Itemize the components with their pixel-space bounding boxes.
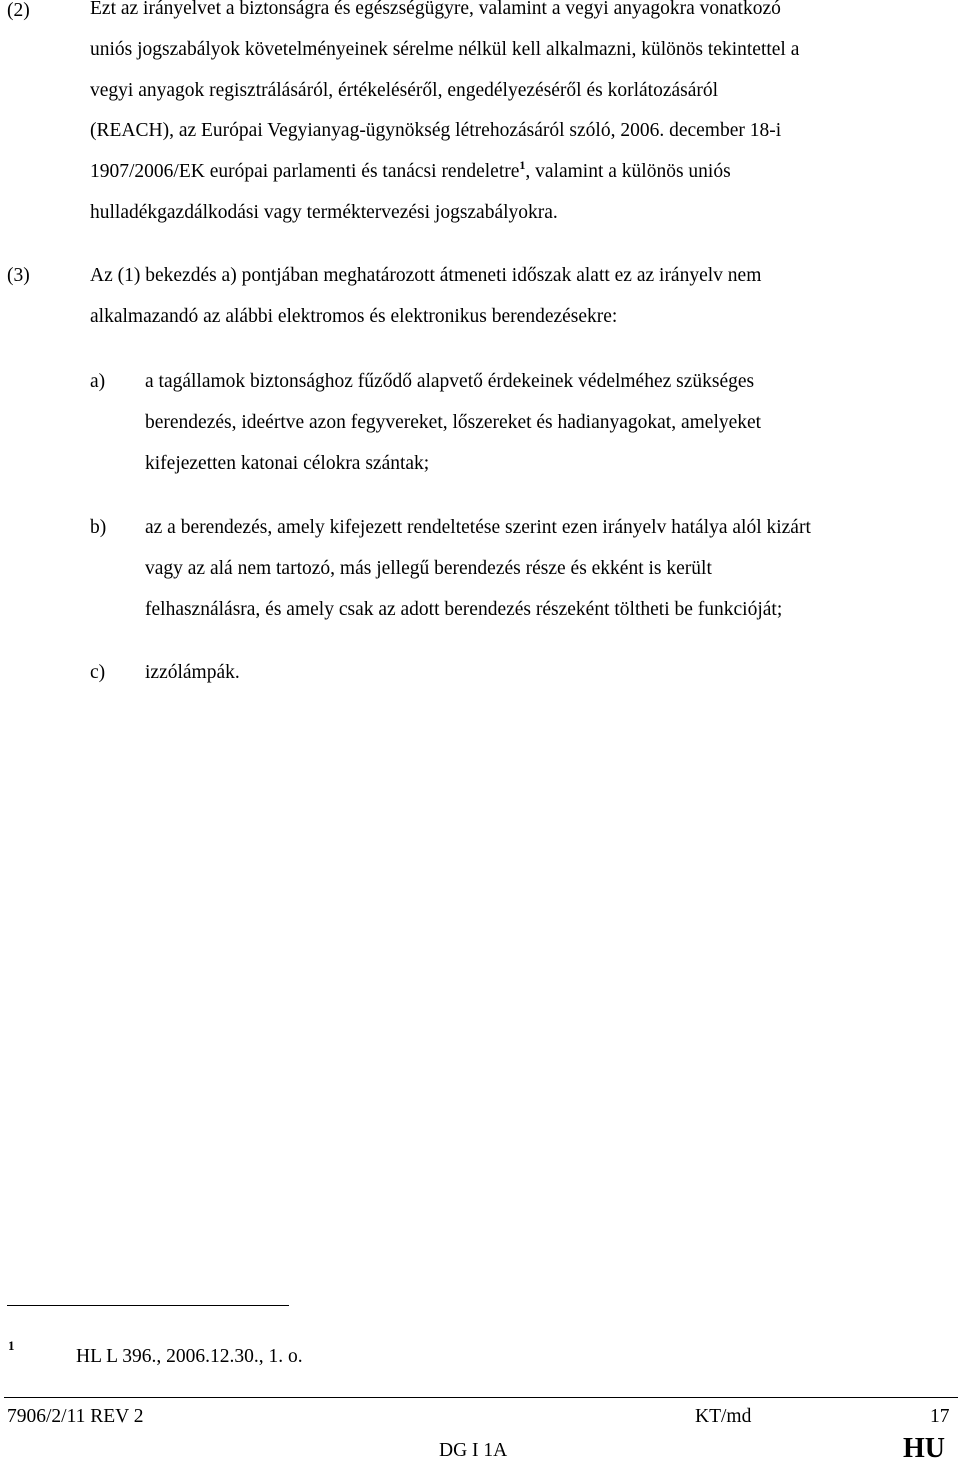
text-line: (REACH), az Európai Vegyianyag-ügynökség létrehozásáról szóló, 2006. december 18-i bbox=[90, 120, 782, 142]
paragraph-number: (3) bbox=[7, 265, 30, 286]
list-item-c-text bbox=[145, 653, 952, 694]
text-line: a tagállamok biztonsághoz fűződő alapvető érdekeinek védelméhez szükséges bbox=[145, 371, 755, 392]
text-line: vegyi anyagok regisztrálásáról, értékeléséről, engedélyezéséről és korlátozásáról bbox=[90, 79, 719, 101]
department-code: DG I 1A bbox=[439, 1440, 508, 1461]
document-reference: 7906/2/11 REV 2 bbox=[7, 1406, 144, 1427]
text-segment: 1907/2006/EK európai parlamenti és tanácsi rendeletre bbox=[90, 161, 520, 183]
paragraph-2-text bbox=[90, 0, 952, 234]
text-line: kifejezetten katonai célokra szántak; bbox=[145, 452, 430, 474]
text-line: berendezés, ideértve azon fegyvereket, lőszereket és hadianyagokat, amelyeket bbox=[145, 411, 762, 433]
text-line: vagy az alá nem tartozó, más jellegű berendezés része és ekként is került bbox=[145, 557, 712, 579]
footnote-separator bbox=[7, 1305, 289, 1306]
text-line: uniós jogszabályok követelményeinek sérelme nélkül kell alkalmazni, különös tekintettel a bbox=[90, 38, 800, 60]
text-line: Ezt az irányelvet a biztonságra és egészségügyre, valamint a vegyi anyagokra vonatkozó bbox=[90, 0, 781, 19]
list-item-letter: c) bbox=[90, 662, 106, 683]
author-initials: KT/md bbox=[695, 1406, 752, 1427]
text-line: felhasználásra, és amely csak az adott berendezés részeként töltheti be funkcióját; bbox=[145, 598, 783, 620]
paragraph-number: (2) bbox=[7, 0, 30, 21]
paragraph-3-text bbox=[90, 256, 952, 338]
text-line: izzólámpák. bbox=[145, 662, 240, 683]
page-number: 17 bbox=[930, 1406, 950, 1427]
language-code: HU bbox=[903, 1433, 945, 1464]
text-line: hulladékgazdálkodási vagy terméktervezési jogszabályokra. bbox=[90, 201, 558, 223]
list-item-b-text bbox=[145, 508, 952, 630]
footnote-mark: 1 bbox=[8, 1338, 15, 1353]
text-line bbox=[90, 152, 952, 193]
list-item-letter: b) bbox=[90, 517, 107, 538]
footnote-text: HL L 396., 2006.12.30., 1. o. bbox=[76, 1346, 303, 1367]
text-line: alkalmazandó az alábbi elektromos és elektronikus berendezésekre: bbox=[90, 305, 618, 327]
list-item-letter: a) bbox=[90, 371, 106, 392]
text-line: Az (1) bekezdés a) pontjában meghatározott átmeneti időszak alatt ez az irányelv nem bbox=[90, 265, 762, 286]
text-line: az a berendezés, amely kifejezett rendeltetése szerint ezen irányelv hatálya alól kizárt bbox=[145, 517, 811, 538]
footer-divider bbox=[4, 1397, 958, 1398]
text-segment: , valamint a különös uniós bbox=[525, 161, 731, 183]
footnote-reference: 1 bbox=[519, 158, 526, 173]
list-item-a-text bbox=[145, 362, 952, 484]
